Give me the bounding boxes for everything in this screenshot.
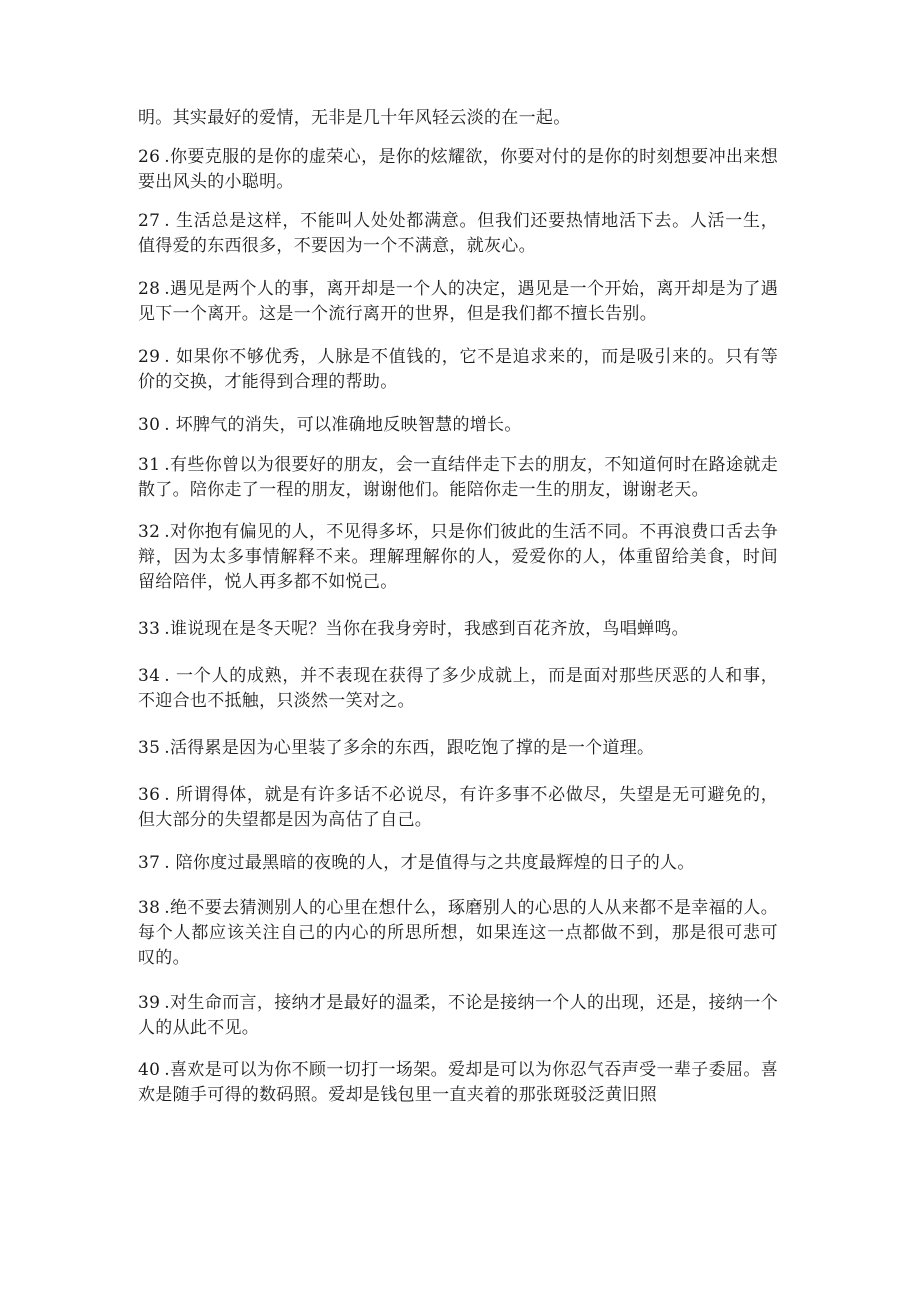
- item-number: 27: [138, 211, 161, 231]
- item-text: .对生命而言，接纳才是最好的温柔，不论是接纳一个人的出现，还是，接纳一个人的从此不见。: [138, 993, 778, 1038]
- item-number: 35: [138, 738, 161, 758]
- item-text: . 所谓得体，就是有许多话不必说尽，有许多事不必做尽，失望是无可避免的，但大部分的失望都是因为高估了自己。: [138, 785, 778, 830]
- list-item: [138, 145, 778, 195]
- item-number: 26: [138, 147, 161, 167]
- item-number: 33: [138, 619, 161, 639]
- item-number: 40: [138, 1060, 161, 1080]
- document-body: [138, 106, 778, 1108]
- list-item: [138, 896, 778, 971]
- item-number: 36: [138, 785, 161, 805]
- list-item: [138, 345, 778, 395]
- list-item: [138, 453, 778, 503]
- item-text: . 生活总是这样，不能叫人处处都满意。但我们还要热情地活下去。人活一生，值得爱的东西很多，不要因为一个不满意，就灰心。: [138, 211, 778, 256]
- item-number: 31: [138, 455, 161, 475]
- item-text: .谁说现在是冬天呢？当你在我身旁时，我感到百花齐放，鸟唱蝉鸣。: [164, 619, 689, 639]
- item-text: . 坏脾气的消失，可以准确地反映智慧的增长。: [164, 415, 522, 435]
- list-item: [138, 736, 778, 761]
- item-text: .喜欢是可以为你不顾一切打一场架。爱却是可以为你忍气吞声受一辈子委屈。喜欢是随手可得的数码照。爱却是钱包里一直夹着的那张斑驳泛黄旧照: [138, 1060, 778, 1105]
- item-number: 34: [138, 666, 161, 686]
- list-item: [138, 783, 778, 833]
- item-text: .遇见是两个人的事，离开却是一个人的决定，遇见是一个开始，离开却是为了遇见下一个离开。这是一个流行离开的世界，但是我们都不擅长告别。: [138, 279, 778, 324]
- list-item: [138, 209, 778, 259]
- item-text: .绝不要去猜测别人的心里在想什么，琢磨别人的心思的人从来都不是幸福的人。每个人都应该关注自己的内心的所思所想，如果连这一点都做不到，那是很可悲可叹的。: [138, 898, 778, 968]
- item-text: .你要克服的是你的虚荣心，是你的炫耀欲，你要对付的是你的时刻想要冲出来想要出风头的小聪明。: [138, 147, 778, 192]
- item-number: 39: [138, 993, 161, 1013]
- list-item: [138, 617, 778, 642]
- item-text: .对你抱有偏见的人，不见得多坏，只是你们彼此的生活不同。不再浪费口舌去争辩，因为太多事情解释不来。理解理解你的人，爱爱你的人，体重留给美食，时间留给陪伴，悦人再多都不如悦己。: [138, 522, 778, 592]
- item-number: 30: [138, 415, 161, 435]
- item-text: . 一个人的成熟，并不表现在获得了多少成就上，而是面对那些厌恶的人和事，不迎合也不抵触，只淡然一笑对之。: [138, 666, 778, 711]
- list-item: [138, 991, 778, 1041]
- list-item: [138, 277, 778, 327]
- item-text: .有些你曾以为很要好的朋友，会一直结伴走下去的朋友，不知道何时在路途就走散了。陪你走了一程的朋友，谢谢他们。能陪你走一生的朋友，谢谢老天。: [138, 455, 778, 500]
- item-text: .活得累是因为心里装了多余的东西，跟吃饱了撑的是一个道理。: [164, 738, 655, 758]
- item-number: 38: [138, 898, 161, 918]
- item-number: 37: [138, 853, 161, 873]
- item-number: 32: [138, 522, 161, 542]
- list-item: [138, 413, 778, 438]
- item-number: 29: [138, 347, 161, 367]
- item-text: . 陪你度过最黑暗的夜晚的人，才是值得与之共度最辉煌的日子的人。: [164, 853, 695, 873]
- item-number: 28: [138, 279, 161, 299]
- item-text: . 如果你不够优秀，人脉是不值钱的，它不是追求来的，而是吸引来的。只有等价的交换，才能得到合理的帮助。: [138, 347, 778, 392]
- intro-paragraph: 明。其实最好的爱情，无非是几十年风轻云淡的在一起。: [138, 108, 571, 128]
- list-item: [138, 851, 778, 876]
- list-item: [138, 520, 778, 595]
- list-item: [138, 1058, 778, 1108]
- list-item: [138, 664, 778, 714]
